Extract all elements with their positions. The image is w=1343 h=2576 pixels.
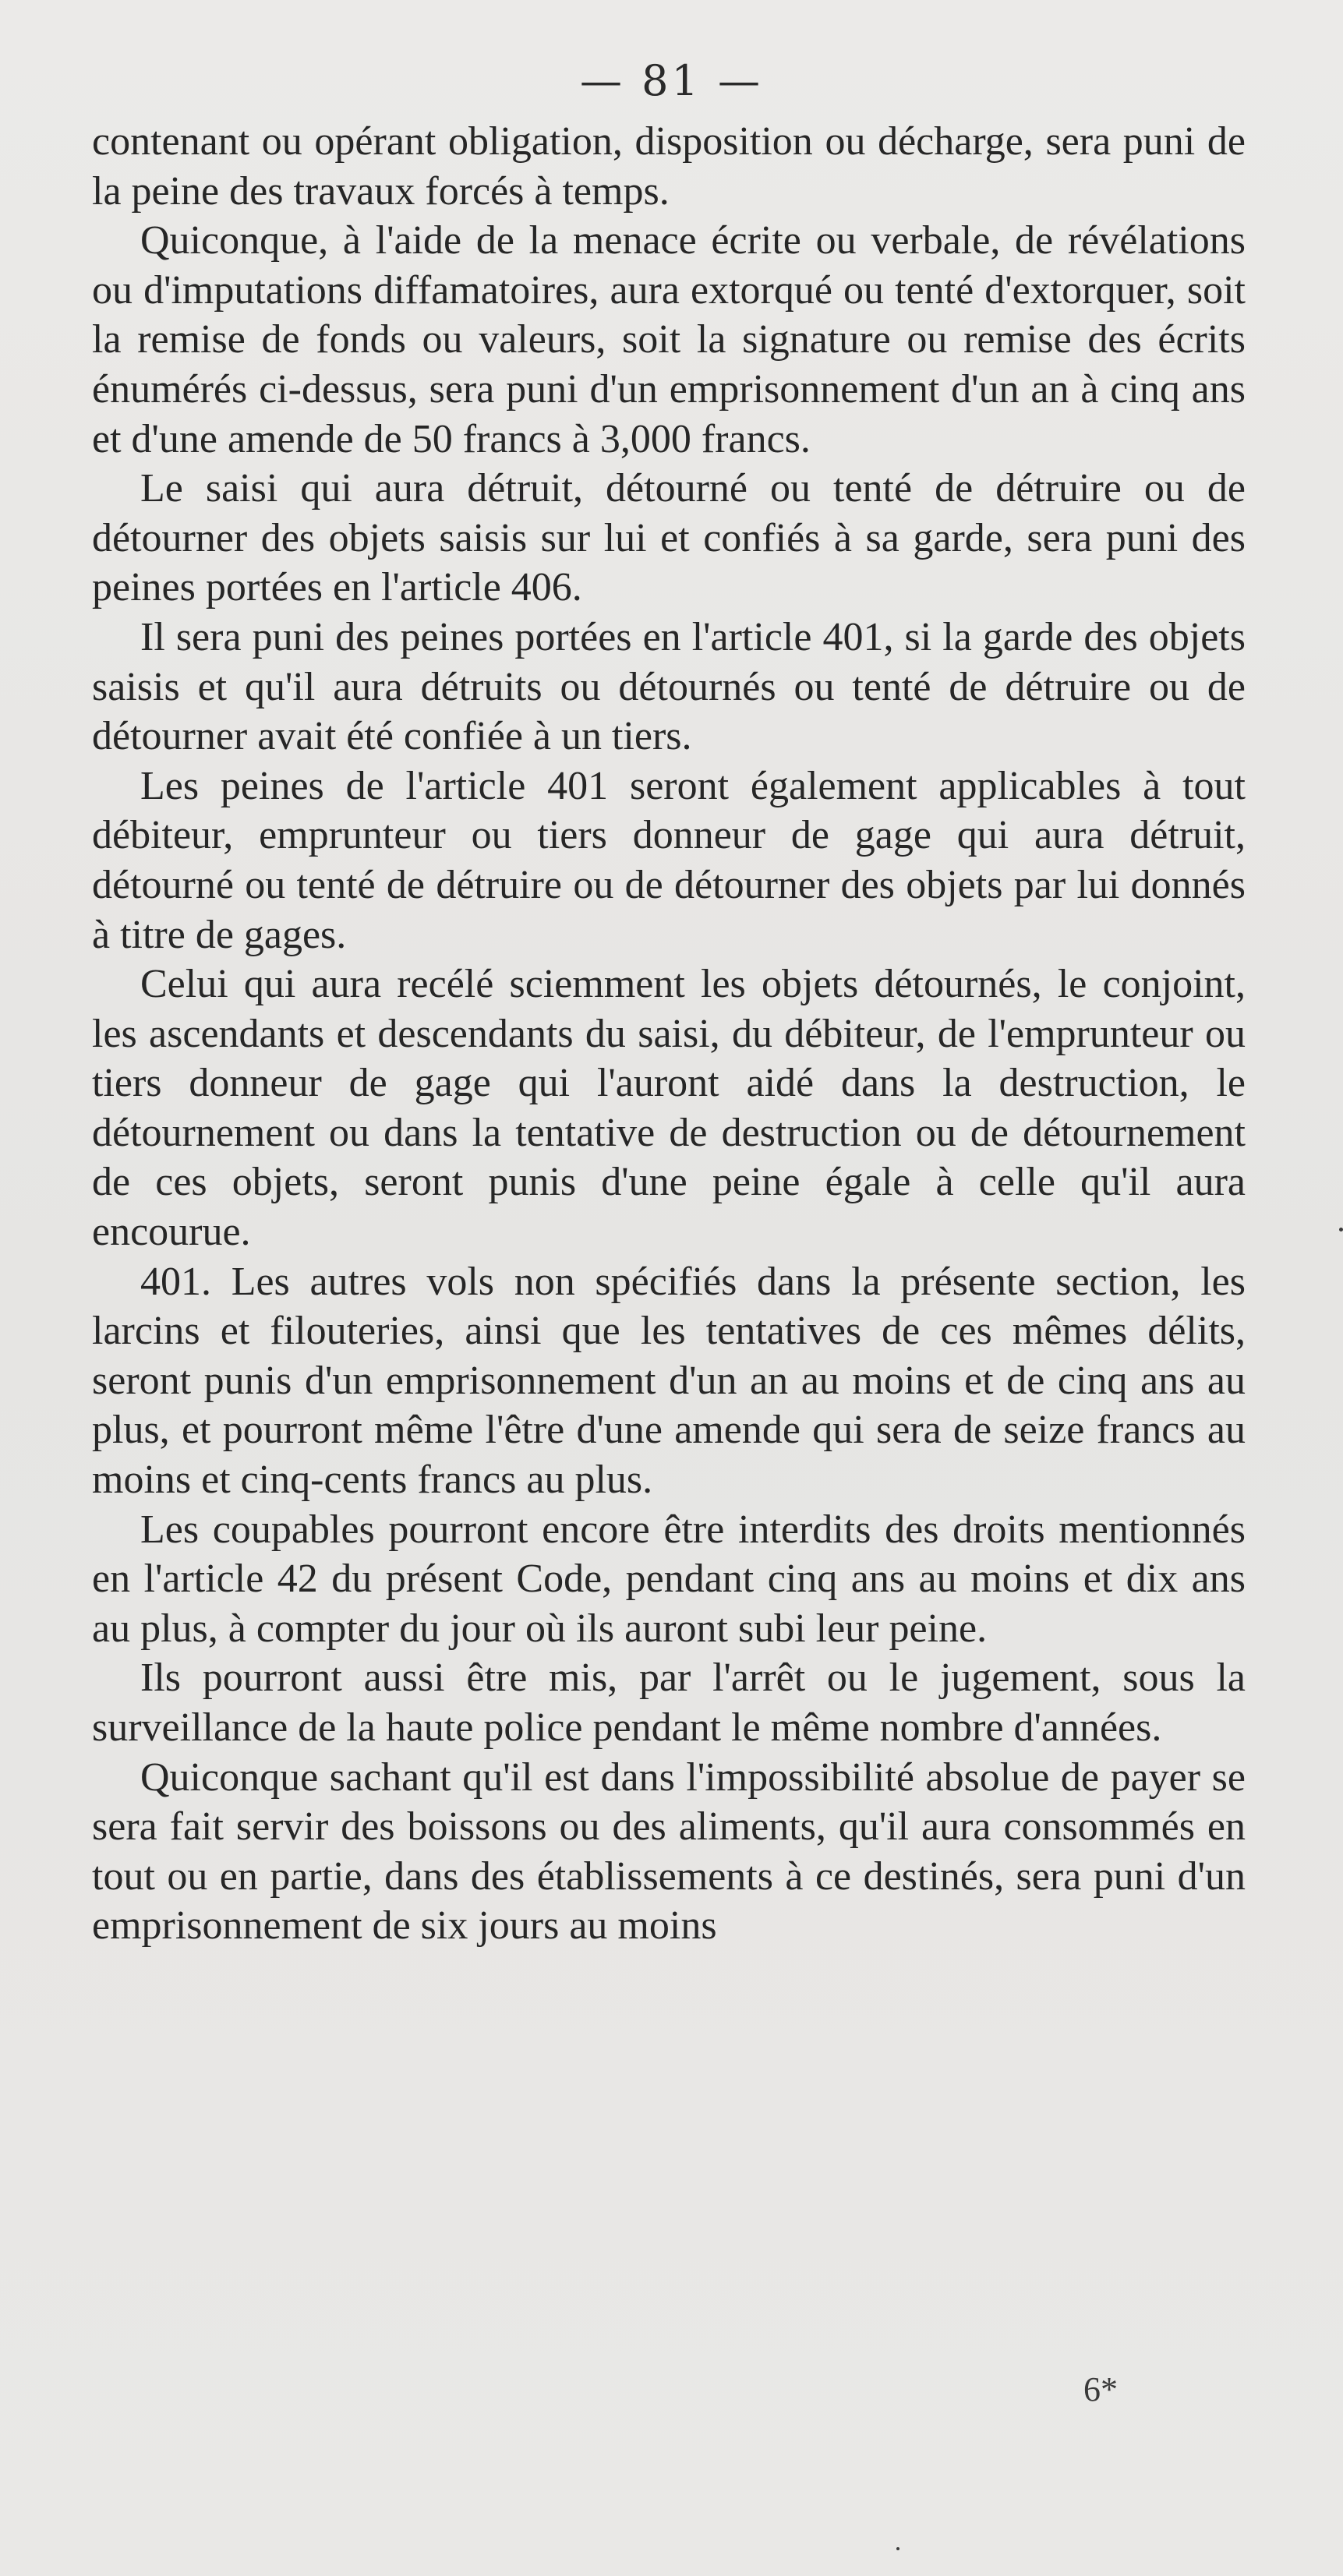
paragraph-extortion: Quiconque, à l'aide de la menace écrite ou verbale, de révélations ou d'imputations diffamatoires, aura extorqué ou tenté d'extorquer, soit la remise de fonds ou valeurs, soit la signature ou remise des écrits énumérés ci-dessus, sera puni d'un emprisonnement d'un an à cinq ans et d'une amende de 50 francs à 3,000 francs. [92,218,1246,461]
paragraph-interdiction: Les coupables pourront encore être interdits des droits mentionnés en l'article 42 du présent Code, pendant cinq ans au moins et dix ans au plus, à compter du jour où ils auront subi leur peine. [92,1507,1246,1651]
paragraph-pledge-donor: Les peines de l'article 401 seront également applicables à tout débiteur, emprunteur ou tiers donneur de gage qui aura détruit, détourné ou tenté de détruire ou de détourner des objets par lui donnés à titre de gages. [92,763,1246,957]
paper-speck [896,2547,899,2550]
paragraph-surveillance: Ils pourront aussi être mis, par l'arrêt ou le jugement, sous la surveillance de la haute police pendant le même nombre d'années. [92,1655,1246,1750]
paragraph-third-party-custody: Il sera puni des peines portées en l'article 401, si la garde des objets saisis et qu'il aura détruits ou détournés ou tenté de détruire ou de détourner avait été confiée à un tiers. [92,614,1246,759]
body-text [92,117,1246,1951]
paragraph-concealment: Celui qui aura recélé sciemment les objets détournés, le conjoint, les ascendants et descendants du saisi, du débiteur, de l'emprunteur ou tiers donneur de gage qui l'auront aidé dans la destruction, le détournement ou dans la tentative de destruction ou de détournement de ces objets, seront punis d'une peine égale à celle qu'il aura encourue. [92,962,1246,1255]
paper-speck [1339,1228,1343,1231]
paragraph-seized-debtor: Le saisi qui aura détruit, détourné ou tenté de détruire ou de détourner des objets saisis sur lui et confiés à sa garde, sera puni des peines portées en l'article 406. [92,466,1246,610]
page-number: — 81 — [579,56,764,105]
signature-mark: 6* [1083,2370,1118,2408]
paragraph-article-401: 401. Les autres vols non spécifiés dans la présente section, les larcins et filouteries, ainsi que les tentatives de ces mêmes délits, seront punis d'un emprisonnement d'un an au moins et de cinq ans au plus, et pourront même l'être d'une amende qui sera de seize francs au moins et cinq-cents francs au plus. [92,1259,1246,1503]
paragraph-continuation: contenant ou opérant obligation, disposition ou décharge, sera puni de la peine des travaux forcés à temps. [92,119,1246,214]
paragraph-filouterie: Quiconque sachant qu'il est dans l'impossibilité absolue de payer se sera fait servir des boissons ou des aliments, qu'il aura consommés en tout ou en partie, dans des établissements à ce destinés, sera puni d'un emprisonnement de six jours au moins [92,1754,1246,1949]
